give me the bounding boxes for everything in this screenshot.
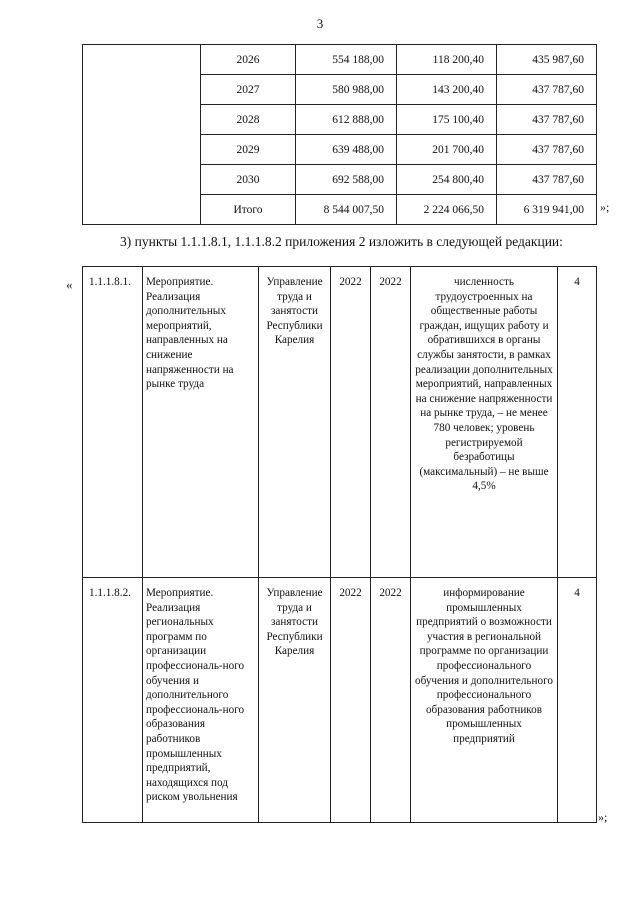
finance-row (83, 45, 597, 75)
activity-target-cell (558, 578, 597, 823)
activity-indicator-cell (411, 578, 558, 823)
finance-blank-cell (83, 45, 201, 225)
finance-total-cell: 580 988,00 (296, 75, 397, 105)
activity-start-year-cell (331, 267, 371, 578)
activity-target-cell (558, 267, 597, 578)
opening-quote: « (66, 277, 73, 292)
finance-col3-cell: 437 787,60 (497, 105, 597, 135)
page-number: 3 (316, 16, 324, 31)
activity-number-cell (83, 578, 143, 823)
activity-row (83, 578, 597, 823)
activity-number-cell (83, 267, 143, 578)
finance-year-cell: 2027 (201, 75, 296, 105)
activity-target: 4 (574, 587, 580, 599)
finance-table (82, 44, 597, 225)
closing-mark: »; (598, 810, 608, 824)
finance-total-cell: 554 188,00 (296, 45, 397, 75)
activity-target: 4 (574, 276, 580, 288)
activity-indicator: численность трудоустроенных на общественные работы граждан, ищущих работу и обратившихся в органы службы занятости, в рамках реализации дополнительных мероприятий, направленных на снижение напряженности на рынке труда, – не менее 780 человек; уровень регистрируемой безработицы (максимальный) – не выше 4,5% (415, 276, 553, 493)
finance-year-cell: Итого (201, 195, 296, 225)
activity-name: Мероприятие. Реализация дополнительных мероприятий, направленных на снижение напряженности на рынке труда (146, 276, 234, 391)
finance-col2-cell: 2 224 066,50 (397, 195, 497, 225)
activity-row (83, 267, 597, 578)
activity-end-year: 2022 (379, 276, 402, 288)
finance-table-closing-mark: »; (600, 200, 610, 214)
finance-col2-cell: 201 700,40 (397, 135, 497, 165)
activity-executor-cell (259, 578, 331, 823)
activity-number: 1.1.1.8.1. (89, 276, 131, 288)
finance-col2-cell: 143 200,40 (397, 75, 497, 105)
activity-end-year-cell (371, 578, 411, 823)
activity-name: Мероприятие. Реализация региональных программ по организации профессиональ-ного обучения и дополнительного профессиональ-ного образования работников промышленных предприятий, находящихся под риском увольнения (146, 587, 245, 804)
activity-start-year-cell (331, 578, 371, 823)
activity-executor: Управление труда и занятости Республики Карелия (266, 276, 323, 347)
activity-start-year: 2022 (339, 587, 362, 599)
activity-end-year: 2022 (379, 587, 402, 599)
finance-total-cell: 639 488,00 (296, 135, 397, 165)
activity-executor-cell (259, 267, 331, 578)
finance-col3-cell: 437 787,60 (497, 165, 597, 195)
activity-name-cell (143, 578, 259, 823)
finance-col3-cell: 435 987,60 (497, 45, 597, 75)
finance-col3-cell: 6 319 941,00 (497, 195, 597, 225)
finance-col2-cell: 118 200,40 (397, 45, 497, 75)
finance-year-cell: 2028 (201, 105, 296, 135)
finance-col3-cell: 437 787,60 (497, 135, 597, 165)
finance-year-cell: 2030 (201, 165, 296, 195)
finance-col2-cell: 254 800,40 (397, 165, 497, 195)
finance-total-cell: 8 544 007,50 (296, 195, 397, 225)
activity-executor: Управление труда и занятости Республики Карелия (266, 587, 323, 658)
finance-col2-cell: 175 100,40 (397, 105, 497, 135)
activity-start-year: 2022 (339, 276, 362, 288)
finance-total-cell: 612 888,00 (296, 105, 397, 135)
finance-year-cell: 2029 (201, 135, 296, 165)
activity-indicator-cell (411, 267, 558, 578)
activity-number: 1.1.1.8.2. (89, 587, 131, 599)
activities-table (82, 266, 597, 823)
activity-name-cell (143, 267, 259, 578)
activity-indicator: информирование промышленных предприятий о возможности участия в региональной программе по организации профессионального обучения и дополнительного профессионального образования работников промышленных предприятий (414, 587, 554, 745)
finance-col3-cell: 437 787,60 (497, 75, 597, 105)
amendment-instruction: 3) пункты 1.1.1.8.1, 1.1.1.8.2 приложения 2 изложить в следующей редакции: (120, 234, 563, 249)
finance-year-cell: 2026 (201, 45, 296, 75)
finance-total-cell: 692 588,00 (296, 165, 397, 195)
activity-end-year-cell (371, 267, 411, 578)
